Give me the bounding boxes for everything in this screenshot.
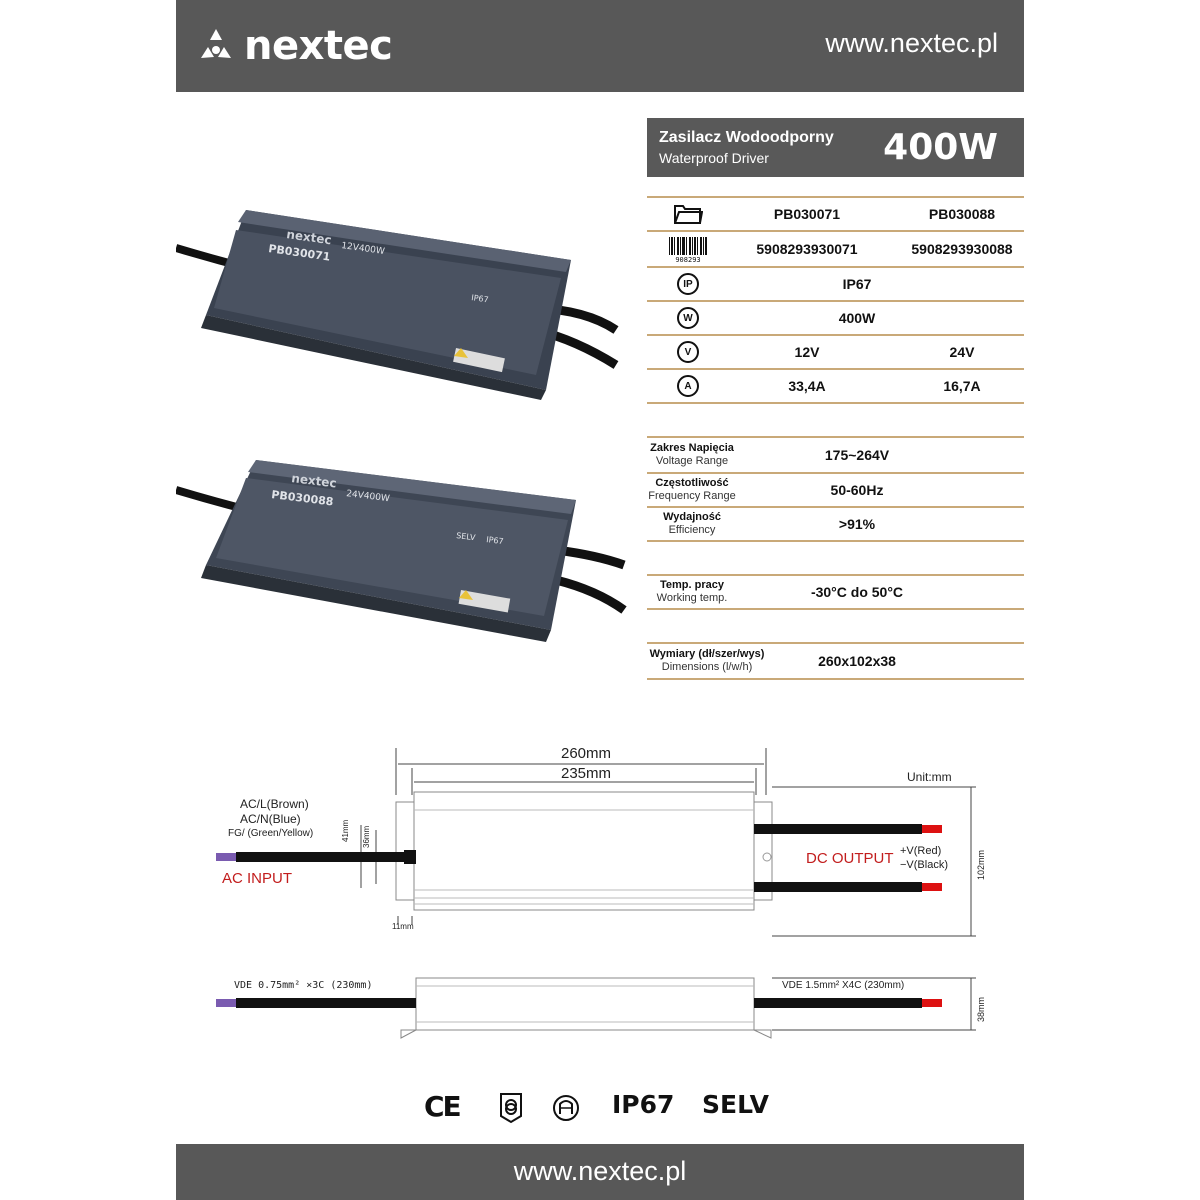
lamp-fixture-icon bbox=[551, 1093, 581, 1123]
header-bar bbox=[176, 0, 1024, 92]
photo-top-ip: IP67 bbox=[470, 293, 490, 305]
dims-label-en: Dimensions (l/w/h) bbox=[661, 661, 753, 673]
tech-drawing bbox=[176, 740, 1024, 1070]
volt-24v: 24V bbox=[949, 344, 975, 360]
product-photo-24v bbox=[176, 440, 636, 660]
photo-bottom-label: PB030088 bbox=[270, 488, 335, 509]
svg-text:nextec: nextec bbox=[290, 471, 338, 491]
temp-value: -30°C do 50°C bbox=[810, 584, 904, 600]
brand-logo[interactable] bbox=[196, 20, 392, 72]
brand-name: nextec bbox=[244, 23, 393, 69]
nextec-logo-icon bbox=[196, 26, 236, 66]
ean-24v: 5908293930088 bbox=[911, 241, 1013, 257]
ip67-mark: IP67 bbox=[612, 1090, 675, 1119]
param-frequency bbox=[647, 474, 1024, 508]
product-heading bbox=[647, 118, 1024, 177]
transformer-icon bbox=[498, 1090, 524, 1124]
dim-inner: 235mm bbox=[561, 765, 612, 782]
ip-icon: IP bbox=[677, 273, 699, 295]
volt-12v: 12V bbox=[794, 344, 820, 360]
product-name-en: Waterproof Driver bbox=[659, 150, 769, 166]
freq-label-en: Frequency Range bbox=[648, 490, 736, 502]
code-12v: PB030071 bbox=[773, 206, 841, 222]
dc-output-label: DC OUTPUT bbox=[806, 850, 894, 867]
w-icon: W bbox=[677, 307, 699, 329]
unit-label: Unit:mm bbox=[907, 770, 952, 784]
eff-label-pl: Wydajność bbox=[663, 511, 721, 523]
voltage-label-pl: Zakres Napięcia bbox=[650, 442, 734, 454]
product-sheet bbox=[176, 0, 1024, 1200]
temp-label-pl: Temp. pracy bbox=[660, 579, 724, 591]
photo-top-label: PB030071 bbox=[267, 242, 332, 264]
dim-overall: 260mm bbox=[561, 745, 612, 762]
product-power: 400W bbox=[883, 127, 998, 168]
spec-row-ip bbox=[647, 268, 1024, 302]
voltage-label-en: Voltage Range bbox=[655, 455, 729, 467]
freq-label-pl: Częstotliwość bbox=[655, 477, 729, 489]
param-voltage bbox=[647, 438, 1024, 474]
barcode-text: 908293 bbox=[675, 256, 701, 263]
product-photo-12v bbox=[176, 190, 636, 410]
vde-left: VDE 0.75mm² ×3C (230mm) bbox=[234, 980, 373, 991]
product-name-pl: Zasilacz Wodoodporny bbox=[659, 129, 834, 146]
ean-12v: 5908293930071 bbox=[756, 241, 858, 257]
dims-value: 260x102x38 bbox=[818, 653, 896, 669]
photo-bottom-ip: IP67 bbox=[485, 535, 505, 547]
dim-102: 102mm bbox=[976, 849, 986, 880]
spec-row-amp bbox=[647, 370, 1024, 404]
temp-label-en: Working temp. bbox=[656, 592, 728, 604]
photo-bottom-selv: SELV bbox=[455, 531, 476, 543]
dims-label-pl: Wymiary (dł/szer/wys) bbox=[649, 648, 765, 660]
amp-24v: 16,7A bbox=[943, 378, 981, 394]
folder-icon bbox=[673, 198, 703, 230]
dim-41: 41mm bbox=[341, 819, 350, 842]
dim-11: 11mm bbox=[392, 922, 414, 931]
v-icon: V bbox=[677, 341, 699, 363]
dim-36: 36mm bbox=[362, 825, 371, 848]
amp-12v: 33,4A bbox=[788, 378, 826, 394]
header-url[interactable]: www.nextec.pl bbox=[825, 28, 998, 58]
photo-top-model: 12V400W bbox=[340, 241, 386, 258]
ac-l-label: AC/L(Brown) bbox=[240, 797, 309, 811]
param-efficiency bbox=[647, 508, 1024, 542]
vde-right: VDE 1.5mm² X4C (230mm) bbox=[782, 980, 905, 991]
v-plus-label: +V(Red) bbox=[900, 845, 942, 857]
param-temp bbox=[647, 576, 1024, 610]
eff-label-en: Efficiency bbox=[668, 524, 716, 536]
spec-row-volt bbox=[647, 336, 1024, 370]
selv-mark: SELV bbox=[702, 1090, 769, 1119]
fg-label: FG/ (Green/Yellow) bbox=[228, 828, 314, 839]
watt-value: 400W bbox=[838, 310, 876, 326]
ce-mark-icon: CE bbox=[424, 1090, 460, 1123]
spec-row-ean bbox=[647, 232, 1024, 268]
footer-bar bbox=[176, 1144, 1024, 1200]
code-24v: PB030088 bbox=[928, 206, 996, 222]
dim-38: 38mm bbox=[976, 996, 986, 1022]
spec-row-watt bbox=[647, 302, 1024, 336]
v-minus-label: −V(Black) bbox=[900, 859, 948, 871]
ac-input-label: AC INPUT bbox=[222, 870, 293, 887]
ac-n-label: AC/N(Blue) bbox=[240, 812, 301, 826]
param-dims bbox=[647, 644, 1024, 680]
voltage-value: 175~264V bbox=[824, 447, 890, 463]
eff-value: >91% bbox=[838, 516, 876, 532]
photo-bottom-model: 24V400W bbox=[345, 489, 391, 505]
a-icon: A bbox=[677, 375, 699, 397]
svg-text:nextec: nextec bbox=[285, 227, 333, 248]
ip-value: IP67 bbox=[842, 276, 872, 292]
barcode-icon bbox=[667, 232, 709, 266]
freq-value: 50-60Hz bbox=[830, 482, 884, 498]
footer-url[interactable]: www.nextec.pl bbox=[513, 1156, 687, 1186]
spec-row-code bbox=[647, 198, 1024, 232]
